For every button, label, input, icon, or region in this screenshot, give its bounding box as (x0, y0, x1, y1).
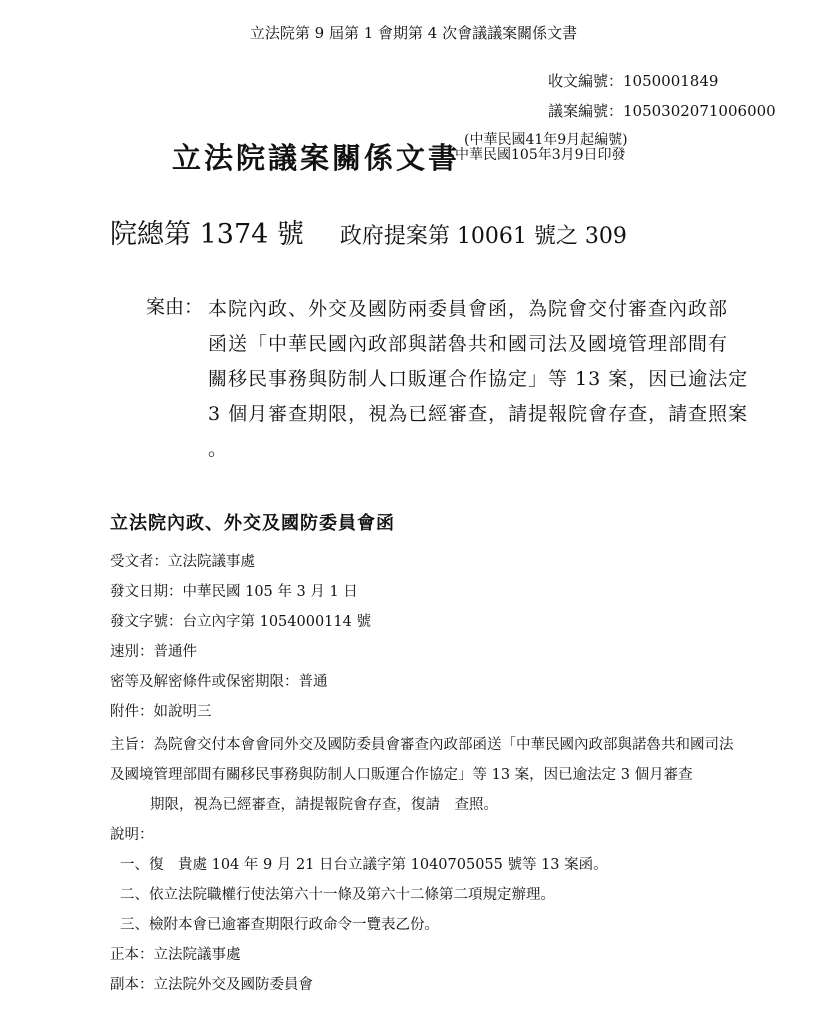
reason-line: 函送「中華民國內政部與諾魯共和國司法及國境管理部間有 (208, 333, 729, 355)
recipient: 受文者：立法院議事處 (110, 554, 255, 570)
copy-recipient: 副本：立法院外交及國防委員會 (110, 977, 313, 993)
reason-line: 。 (208, 438, 229, 460)
reason-label: 案由： (146, 296, 204, 318)
subject-line: 及國境管理部間有關移民事務與防制人口販運合作協定」等 13 案，因已逾法定 3 個月審查 (110, 767, 693, 783)
reason-line: 3 個月審查期限，視為已經審查，請提報院會存查，請查照案 (208, 403, 749, 425)
title-note-print-date: 中華民國105年3月9日印發 (455, 147, 626, 163)
running-header: 立法院第 9 屆第 1 會期第 4 次會議議案關係文書 (249, 24, 578, 42)
reference-number: 發文字號：台立內字第 1054000114 號 (110, 614, 371, 630)
speed: 速別：普通件 (110, 644, 197, 660)
receipt-number: 收文編號：1050001849 (548, 72, 719, 90)
subject-line: 期限，視為已經審查，請提報院會存查，復請 查照。 (150, 797, 498, 813)
issue-date: 發文日期：中華民國 105 年 3 月 1 日 (110, 584, 358, 600)
subject-line: 主旨：為院會交付本會會同外交及國防委員會審查內政部函送「中華民國內政部與諾魯共和國司法 (110, 737, 734, 753)
explanation-item: 二、依立法院職權行使法第六十一條及第六十二條第二項規定辦理。 (120, 887, 555, 903)
attachment: 附件：如說明三 (110, 704, 212, 720)
title-note (455, 133, 628, 163)
reason-body (208, 292, 768, 467)
general-number: 院總第 1374 號 (110, 219, 304, 250)
document-number (110, 212, 627, 251)
explanation-item: 一、復 貴處 104 年 9 月 21 日台立議字第 1040705055 號等 13 案函。 (120, 857, 608, 873)
reason-line: 關移民事務與防制人口販運合作協定」等 13 案，因已逾法定 (208, 368, 749, 390)
reason-line: 本院內政、外交及國防兩委員會函，為院會交付審查內政部 (208, 298, 729, 320)
government-proposal-number: 政府提案第 10061 號之 309 (339, 224, 627, 249)
title-note-numbering: (中華民國41年9月起編號) (464, 132, 628, 148)
classification: 密等及解密條件或保密期限：普通 (110, 674, 328, 690)
explanation-label: 說明： (110, 827, 154, 843)
letter-title: 立法院內政、外交及國防委員會函 (110, 513, 395, 534)
original-recipient: 正本：立法院議事處 (110, 947, 241, 963)
document-title: 立法院議案關係文書 (172, 141, 461, 175)
explanation-item: 三、檢附本會已逾審查期限行政命令一覽表乙份。 (120, 917, 439, 933)
bill-number: 議案編號：1050302071006000 (548, 102, 776, 120)
